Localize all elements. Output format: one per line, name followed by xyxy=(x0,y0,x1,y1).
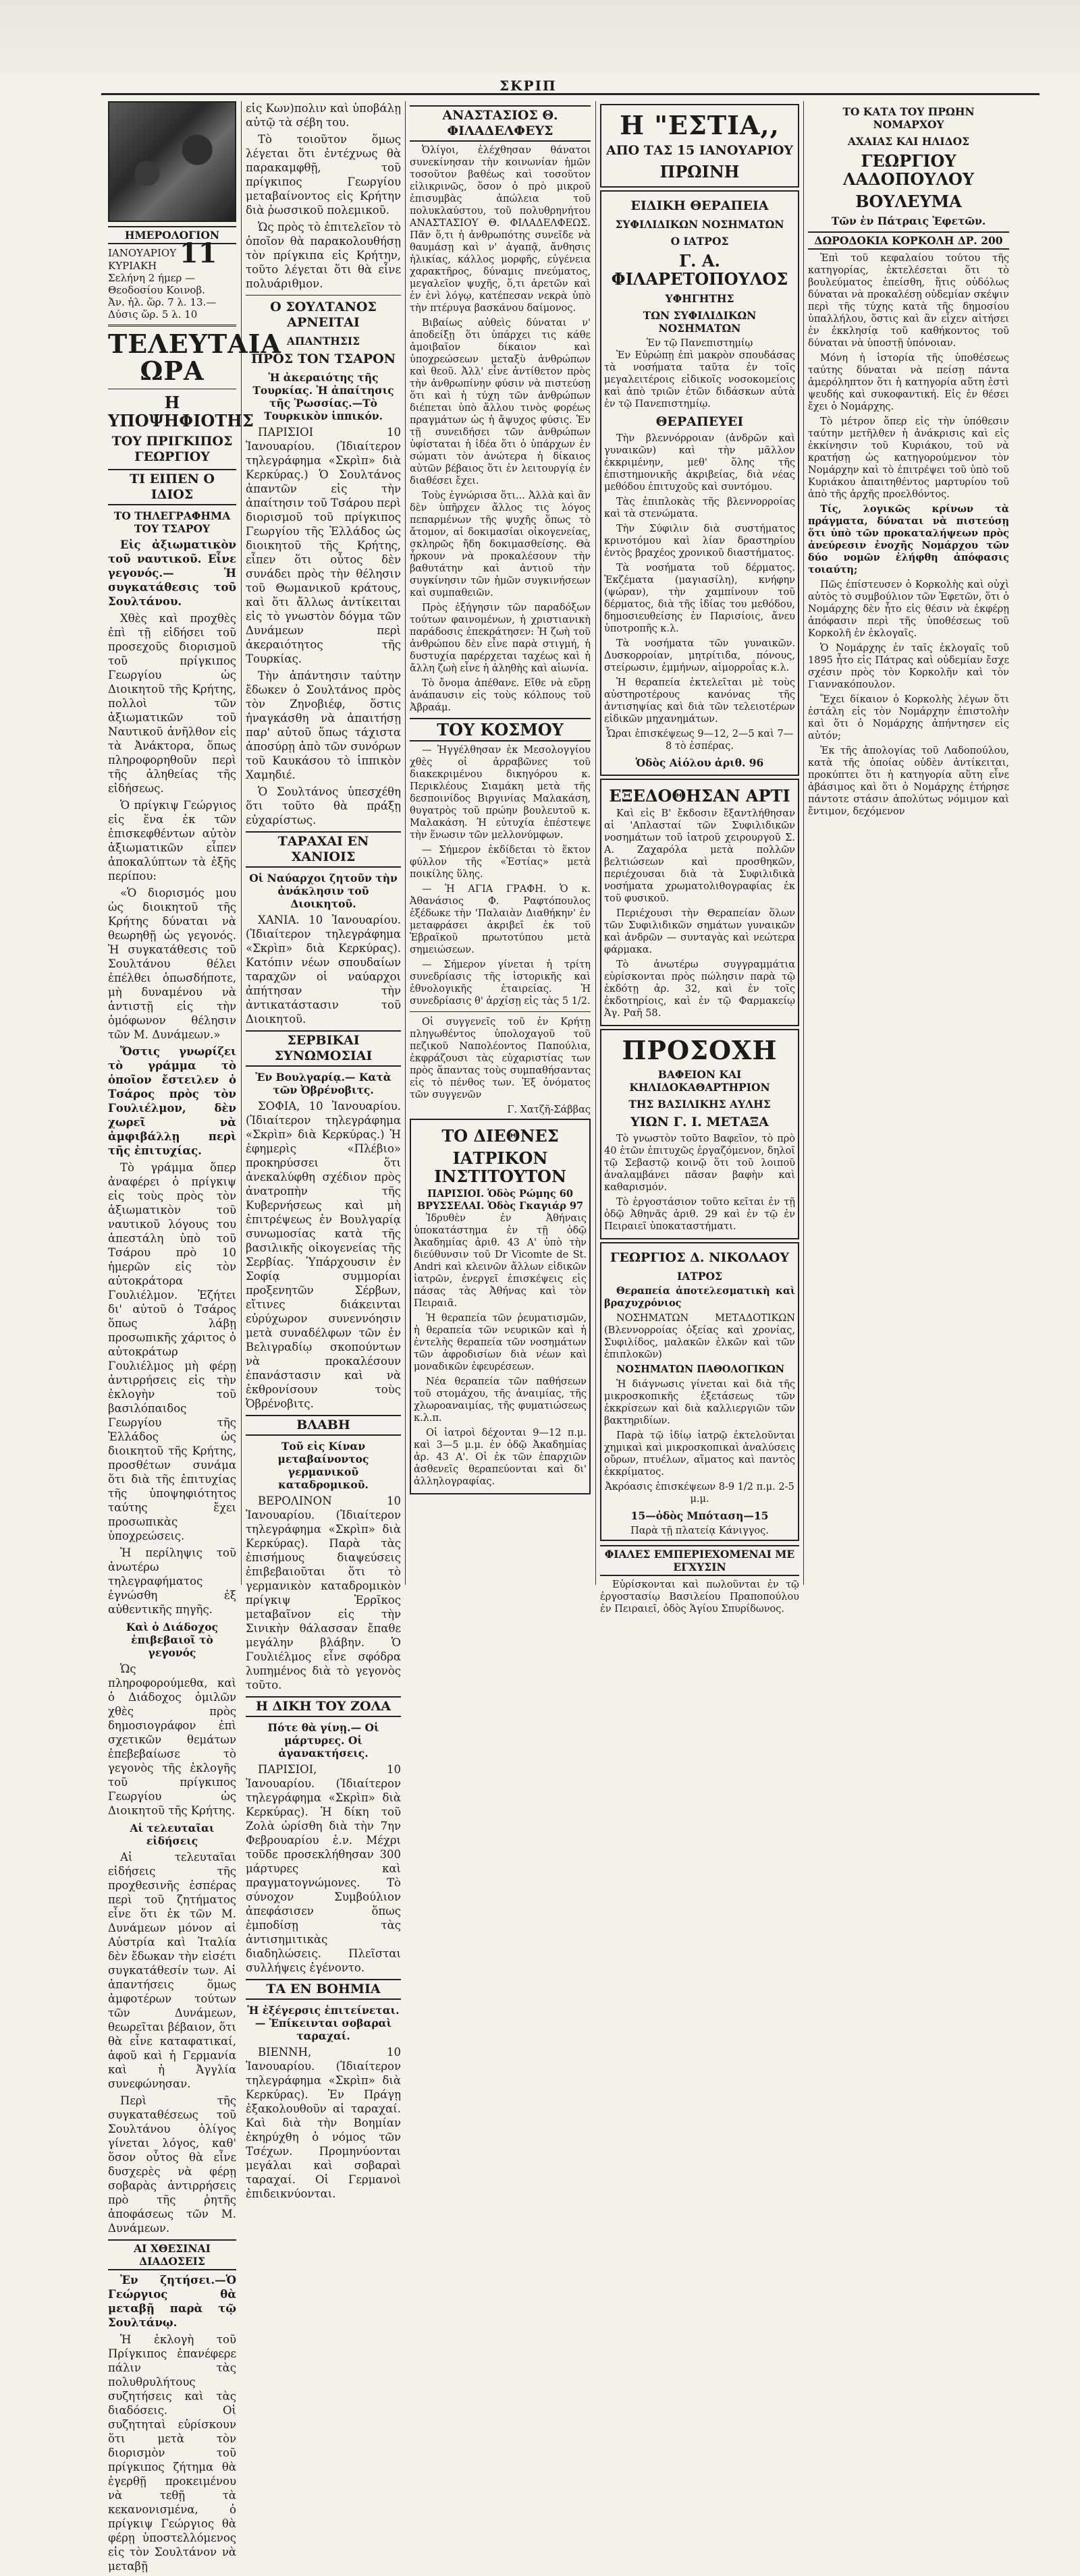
article-paragraph: εἰς Κων)πολιν καὶ ὑποβάλῃ αὐτῷ τὰ σέβη του. xyxy=(246,102,401,129)
section-subheading: Ἡ ἐξέγερσις ἐπιτείνεται.— Ἐπίκεινται σοβαραὶ ταραχαί. xyxy=(247,2004,400,2042)
section-heading: ΣΕΡΒΙΚΑΙ ΣΥΝΩΜΟΣΙΑΙ xyxy=(246,1030,401,1067)
page-top-margin xyxy=(0,0,1080,74)
column-rule-2 xyxy=(405,101,406,1585)
page-folio: ΣΚΡΙΠ xyxy=(500,78,557,94)
section-heading: ΒΟΥΛΕΥΜΑ xyxy=(855,192,962,211)
section-heading: ΤΑΡΑΧΑΙ ΕΝ ΧΑΝΙΟΙΣ xyxy=(246,831,401,868)
ad-paragraph: Τὸ γνωστὸν τοῦτο Βαφεῖον, τὸ πρὸ 40 ἐτῶν ἐπιτυχῶς ἐργαζόμενον, δηλοῖ τῷ Σεβαστῷ κοινῷ ὅτι τοῦ λοιποῦ ἀναλαμβάνει πᾶσαν βαφὴν καὶ καθαρισμόν. xyxy=(604,1133,795,1193)
ad-heading: ΕΙΔΙΚΗ ΘΕΡΑΠΕΙΑ xyxy=(630,198,769,213)
ad-heading: ΙΑΤΡΟΣ xyxy=(677,1270,722,1283)
article-paragraph: — Ἡ ΑΓΙΑ ΓΡΑΦΗ. Ὁ κ. Ἀθανάσιος Φ. Ραφτόπουλος ἐξέδωκε τὴν 'Παλαιὰν Διαθήκην' ἐν μεταφράσει ἀκριβεῖ ἐκ τοῦ Ἑβραϊκοῦ πρωτοτύπου μετὰ σημειώσεων. xyxy=(410,884,591,955)
ad-heading: ΠΡΟΣΟΧΗ xyxy=(622,1035,778,1065)
article-paragraph: Ὁ Νομάρχης ἐν ταῖς ἐκλογαῖς τοῦ 1895 ἦτο εἰς Πάτρας καὶ οὐδεμίαν ἔσχε σχέσιν πρὸς τὸν Κορκολῆν καὶ τὸν Γιαννακόπουλον. xyxy=(808,643,1009,690)
ad-paragraph: Καὶ εἰς Β' ἔκδοσιν ἔξαντλήθησαν αἱ 'Απλασταί τῶν Συφιλιδικῶν νοσημάτων τοῦ ἰατροῦ χειρουργοῦ Σ. Α. Ζαχαρόλα μετὰ πολλῶν βελτιώσεων καὶ προσθηκῶν, περιέχουσαι διὰ τὰ Συφιλιδικὰ νοσήματα χρωματολιθογραφίας ἐκ τοῦ φυσικοῦ. xyxy=(604,808,795,904)
ad-paragraph: Θεραπεία ἀποτελεσματικὴ καὶ βραχυχρόνιος xyxy=(604,1285,795,1309)
ad-heading: ΕΞΕΔΟΘΗΣΑΝ ΑΡΤΙ xyxy=(609,786,790,806)
article-paragraph: Ὡς πρὸς τὸ ἐπιτελεῖον τὸ ὁποῖον θὰ παρακολουθήσῃ τὸν πρίγκιπα εἰς Κρήτην, τοῦτο λέγεται ὅτι θὰ εἶνε πολυάριθμον. xyxy=(246,221,401,290)
article-paragraph: Τοὺς ἐγνώρισα ὅτι... Ἀλλὰ καὶ ἂν δὲν ὑπῆρχεν ἄλλος τις λόγος πεπαρμένων τῆς ψυχῆς ὅπως τὸ ἄτομον, αἱ δοκιμασίαι οἰκογενείας, σκληρῶς ἤδη δοκιμασθείσης. Θὰ ἦρκουν νὰ προκαλέσουν τὴν βαθυτάτην καὶ ἀντιοῦ τὴν συγκίνησιν τῶν ἡμῶν συγκινήσεων καὶ συμπαθειῶν. xyxy=(410,491,591,598)
article-paragraph: Ὡς πληροφορούμεθα, καὶ ὁ Διάδοχος ὁμιλῶν χθὲς πρὸς δημοσιογράφον ἐπὶ σχετικῶν θεμάτων ἐπεβεβαίωσε τὸ γεγονὸς τῆς ἐκλογῆς τοῦ πρίγκιπος Γεωργίου ὡς Διοικητοῦ τῆς Κρήτης. xyxy=(108,1662,236,1817)
section-heading: ΤΟ ΚΑΤΑ ΤΟΥ ΠΡΩΗΝ ΝΟΜΑΡΧΟΥ xyxy=(842,105,975,131)
hemerologion-heading: ΗΜΕΡΟΛΟΓΙΟΝ xyxy=(108,226,236,244)
advertisement-philaretopoulos xyxy=(600,190,799,776)
hemerologion-illustration xyxy=(108,101,236,222)
ad-hours: Ἀκρόασις ἐπισκέψεων 8-9 1/2 π.μ. 2-5 μ.μ. xyxy=(605,1482,794,1505)
article-paragraph: — Σήμερον ἐκδίδεται τὸ ἕκτον φύλλον τῆς «Ἑστίας» μετὰ ποικίλης ὕλης. xyxy=(410,845,591,880)
date-weekday: ΚΥΡΙΑΚΗ xyxy=(108,260,157,272)
ad-heading: ΣΥΦΙΛΙΔΙΚΩΝ ΝΟΣΗΜΑΤΩΝ xyxy=(615,218,784,231)
section-subheading: Τῶν ἐν Πάτραις Ἐφετῶν. xyxy=(831,215,986,227)
article-paragraph: ΠΑΡΙΣΙΟΙ 10 Ἰανουαρίου. (Ἰδιαίτερον τηλεγράφημα «Σκρὶπ» διὰ Κερκύρας.) Ὁ Σουλτάνος ἀπαντῶν εἰς τὴν ἀπαίτησιν τοῦ Τσάρου περὶ διορισμοῦ τοῦ πρίγκιπος Γεωργίου τῆς Ἑλλάδος ὡς διοικητοῦ τῆς Κρήτης, εἶπεν ὅτι οὗτος δὲν συνάδει πρὸς τὴν θέλησιν τοῦ Θωμανικοῦ κράτους, καὶ ὅτι ἄλλως ἀντίκειται εἰς τὸ γνωστὸν δόγμα τῶν Δυνάμεων περὶ ἀκεραιότητος τῆς Τουρκίας. xyxy=(246,426,401,665)
section-heading: ΑΧΑΙΑΣ ΚΑΙ ΗΛΙΔΟΣ xyxy=(847,135,970,148)
article-paragraph: Τὸ γράμμα ὅπερ ἀναφέρει ὁ πρίγκιψ εἰς τοὺς πρὸς τὸν ἀξιωματικὸν τοῦ ναυτικοῦ λόγους του ἀπεστάλη ὑπὸ τοῦ Τσάρου πρὸ 10 ἡμερῶν εἰς τὸν αὐτοκράτορα Γουλιέλμον. Ἐζήτει δι' αὐτοῦ ὁ Τσάρος ὅπως λάβῃ προσωπικῆς χάριτος ὁ αὐτοκράτωρ Γουλιέλμος μὴ φέρῃ ἀντιρρήσεις εἰς τὴν ἐκλογὴν τοῦ βασιλόπαιδος Γεωργίου τῆς Ἑλλάδος ὡς διοικητοῦ τῆς Κρήτης, προσθέτων συνάμα ὅτι διὰ τῆς ἐπιτυχίας τῆς ὑποψηφιότητος ταύτης ἔχει προσωπικὰς ὑποχρεώσεις. xyxy=(108,1161,236,1542)
column-5 xyxy=(808,101,1009,820)
ad-paragraph: Τὸ ἐργοστάσιον τοῦτο κεῖται ἐν τῇ ὁδῷ Ἀθηνᾶς ἀριθ. 29 καὶ ἐν τῷ ἐν Πειραιεῖ ὑποκαταστήματι. xyxy=(604,1197,795,1232)
section-heading: ΤΙ ΕΙΠΕΝ Ο ΙΔΙΟΣ xyxy=(108,469,236,505)
ad-paragraph: Παρὰ τῷ ἰδίῳ ἰατρῷ ἐκτελοῦνται χημικαὶ καὶ μικροσκοπικαὶ ἀναλύσεις οὔρων, πτυέλων, αἵματος καὶ παντὸς ἐκκρίματος. xyxy=(604,1430,795,1478)
ad-paragraph: Τὰ νοσήματα τῶν γυναικῶν. Δυσκορροίαν, μητρίτιδα, πόνους, στείρωσιν, ἐμμήνων, αἱμορροΐας κ.λ. xyxy=(604,638,795,673)
article-paragraph: — Σήμερον γίνεται ἡ τρίτη συνεδρίασις τῆς ἱστορικῆς καὶ ἐθνολογικῆς ἑταιρείας. Ἡ συνεδρίασις θ' ἀρχίσῃ εἰς τὰς 5 1/2. xyxy=(410,959,591,1007)
column-3 xyxy=(410,101,591,1497)
ad-heading: ΥΙΩΝ Γ. Ι. ΜΕΤΑΞΑ xyxy=(630,1115,769,1129)
column-rule-3 xyxy=(595,101,596,1585)
section-subheading: Καὶ ὁ Διάδοχος ἐπιβεβαιοῖ τὸ γεγονός xyxy=(126,1621,219,1659)
article-paragraph: ΧΑΝΙΑ. 10 Ἰανουαρίου. (Ἰδιαίτερον τηλεγράφημα «Σκρὶπ» διὰ Κερκύρας). Κατόπιν νέων σπουδαίων ταραχῶν οἱ ναύαρχοι ἀπήτησαν τὴν ἀντικατάστασιν τοῦ Διοικητοῦ. xyxy=(246,914,401,1026)
article-paragraph: Ὁ πρίγκιψ Γεώργιος εἰς ἕνα ἐκ τῶν ἐπισκεφθέντων αὐτὸν ἀξιωματικῶν εἶπεν ἀποκαλύπτων τὰ ἑξῆς περίπου: xyxy=(108,799,236,883)
section-heading: ΤΟΥ ΚΟΣΜΟΥ xyxy=(410,718,591,741)
ad-title: ΤΩΝ ΣΥΦΙΛΙΔΙΚΩΝ ΝΟΣΗΜΑΤΩΝ xyxy=(643,309,757,335)
ad-paragraph: Οἱ ἰατροὶ δέχονται 9—12 π.μ. καὶ 3—5 μ.μ. ἐν ὁδῷ Ἀκαδημίας ἀρ. 43 Α'. Οἱ ἐκ τῶν ἐπαρχιῶν ἀσθενεῖς θεραπεύονται καὶ δι' ἀλληλογραφίας. xyxy=(414,1428,587,1487)
ad-subheading: ΠΡΩΙΝΗ xyxy=(659,162,740,181)
column-rule-1 xyxy=(241,101,242,1585)
date-moon-line: Σελήνη 2 ήμερ — Θεοδοσίου Κοινοβ. xyxy=(108,272,205,296)
article-paragraph: Βιβαίως αὐθεὶς δύναται ν' ἀποδείξῃ ὅτι ὑπάρχει τις κάθε ἀμοιβαῖον δίκαιον καὶ ὑποχρεώσεων μεταξὺ ἀνθρώπων καὶ θεοῦ. Ἀλλ' εἶνε ἀντίθετον πρὸς τὴν ἀνθρωπίνην φύσιν νὰ πιστεύσῃ ὅτι καὶ ἡ τύχη τῶν ἀνθρώπων διέπεται ὑπὸ ἄλλου τινὸς φορέως πραγμάτων ὡς ἡ ἄψυχος φύσις. Ἐν τῇ συνειδήσει τῶν ἀνθρώπων ὑφίσταται ἡ ἰδέα ὅτι ὁ ὑπάρχων ἐν σώματι τὸν ἀνώτερα ἡ δίκαιος αὐτῶν βέβαιος ὅτι ἐν λειτουργίᾳ ἐν διαθέσει ἔχει. xyxy=(410,318,591,486)
signature: Γ. Χατζῆ-Σάββας xyxy=(507,1104,591,1115)
section-subheading: ΤΟ ΤΗΛΕΓΡΑΦΗΜΑ ΤΟΥ ΤΣΑΡΟΥ xyxy=(113,509,231,535)
article-paragraph: Χθὲς καὶ προχθὲς ἐπὶ τῇ εἰδήσει τοῦ προσεχοῦς διορισμοῦ τοῦ πρίγκιπος Γεωργίου ὡς Διοικητοῦ τῆς Κρήτης, πολλοὶ τῶν ἀξιωματικῶν τοῦ Ναυτικοῦ ἀνῆλθον εἰς τὰ Ἀνάκτορα, ὅπως πληροφορηθοῦν περὶ τῆς ἀληθείας τῆς εἰδήσεως. xyxy=(108,612,236,795)
ad-paragraph: Τὴν βλεννόρροιαν (ἀνδρῶν καὶ γυναικῶν) καὶ τὴν μᾶλλον ἐκκριμένην, μεθ' ὅλης τῆς ἐπιστημονικῆς ἀκριβείας, διὰ νέας μεθόδου ἐπιτυχοῦς καὶ συντόμου. xyxy=(604,433,795,493)
ad-title: Ἐν τῷ Πανεπιστημίῳ xyxy=(646,338,753,349)
ad-subheading: ΑΠΟ ΤΑΣ 15 ΙΑΝΟΥΑΡΙΟΥ xyxy=(606,143,793,158)
advertisement-institute xyxy=(410,1119,591,1494)
ad-paragraph: Εὑρίσκονται καὶ πωλοῦνται ἐν τῷ ἐργοστασίῳ Βασιλείου Πραποπούλου ἐν Πειραιεῖ, ὁδὸς Ἁγίου Σπυρίδωνος. xyxy=(600,1579,799,1615)
section-heading: ΤΟΥ ΠΡΙΓΚΙΠΟΣ ΓΕΩΡΓΙΟΥ xyxy=(111,434,233,464)
ad-address: 15—ὁδὸς Μπόταση—15 xyxy=(630,1509,769,1522)
ad-paragraph: Περιέχουσι τὴν Θεραπείαν ὅλων τῶν Συφιλιδικῶν σημάτων γυναικῶν καὶ ἀνδρῶν — συνταγὰς καὶ νεώτερα φάρμακα. xyxy=(604,908,795,955)
section-subheading: ΔΩΡΟΔΟΚΙΑ ΚΟΡΚΟΛΗ ΔΡ. 200 xyxy=(808,231,1009,250)
ad-heading: ΦΙΑΛΕΣ ΕΜΠΕΡΙΕΧΟΜΕΝΑΙ ΜΕ ΕΓΧΥΣΙΝ xyxy=(600,1545,799,1576)
divider xyxy=(410,1011,591,1012)
article-paragraph: ΠΑΡΙΣΙΟΙ, 10 Ἰανουαρίου. (Ἰδιαίτερον τηλεγράφημα «Σκρὶπ» διὰ Κερκύρας). Ἡ δίκη τοῦ Ζολὰ ὡρίσθη διὰ τὴν 7ην Φεβρουαρίου ἐ.ν. Μέχρι τοῦδε προσεκλήθησαν 300 μάρτυρες καὶ πραγματογνώμονες. Τὸ σύνοχον Συμβούλιον ἀπεφάσισεν ὅπως ἐμποδίσῃ τὰς ἀντισημιτικὰς διαδηλώσεις. Πλεῖσται συλλήψεις ἐγένοντο. xyxy=(246,1763,401,1974)
article-paragraph: Ἡ ἐκλογὴ τοῦ Πρίγκιπος ἐπανέφερε πάλιν τὰς πολυθρυλήτους συζητήσεις καὶ τὰς διαδόσεις. Οἱ συζητηταὶ εὑρίσκουν ὅτι μετὰ τὸν διορισμὸν τοῦ πρίγκιπος ζήτημα θὰ ἐγερθῇ προκειμένου νὰ τεθῇ τὰ κεκανονισμένα, ὁ πρίγκιψ Γεώργιος θὰ φέρῃ ὑποστελλόμενος εἰς τὸν Σουλτάνον νὰ μεταβῇ xyxy=(108,2333,236,2573)
ad-paragraph: Ἐν Εὐρώπῃ ἐπὶ μακρὸν σπουδάσας τὰ νοσήματα ταῦτα ἐν τοῖς μεγαλειτέροις εἰδικοῖς νοσοκομείοις καὶ ἀπὸ τριῶν ἐτῶν διδάσκων αὐτὰ ἐν τῷ Πανεπιστημίῳ. xyxy=(604,350,795,410)
ad-heading: ΒΑΦΕΙΟΝ ΚΑΙ ΚΗΛΙΔΟΚΑΘΑΡΤΗΡΙΟΝ xyxy=(629,1068,770,1094)
section-heading: Η ΥΠΟΨΗΦΙΟΤΗΣ xyxy=(108,393,254,430)
section-heading: ΑΠΑΝΤΗΣΙΣ xyxy=(286,335,360,347)
column-4 xyxy=(600,101,799,1618)
ad-paragraph: ΝΟΣΗΜΑΤΩΝ ΜΕΤΑΔΟΤΙΚΩΝ (Βλεννορροίας ὀξείας καὶ χρονίας, Συφιλίδος, μαλακῶν ἑλκῶν καὶ τῶν ἐπιπλοκῶν) xyxy=(604,1313,795,1360)
article-paragraph: ΣΟΦΙΑ, 10 Ἰανουαρίου. (Ἰδιαίτερον τηλεγράφημα «Σκρὶπ» διὰ Κερκύρας.) Ἡ ἐφημερὶς «Πλέβιο» προκηρύσσει ὅτι ἀνεκαλύφθη σχέδιον πρὸς ἀνατροπὴν τῆς Κυβερνήσεως καὶ μὴ ἐπιτρέψεως ἐν Βουλγαρίᾳ συνωμοσίας κατὰ τῆς βασιλικῆς οἰκογενείας τῆς Σερβίας. Ὑπάρχουσιν ἐν Σοφίᾳ συμμορίαι προξενητῶν Σέρβων, εἴτινες διάκεινται εὐρύχωρον συνεννόησιν μετὰ συναδέλφων τῶν ἐν Βελιγραδίῳ σκοπούντων νὰ προκαλέσουν ἐπανάστασιν καὶ νὰ ἐκθρονίσουν τοὺς Ὀβρένοβιτς. xyxy=(246,1100,401,1410)
column-rule-4 xyxy=(803,101,804,1585)
section-heading: ΤΑ ΕΝ ΒΟΗΜΙΑ xyxy=(246,1979,401,2000)
ad-heading: ΓΕΩΡΓΙΟΣ Δ. ΝΙΚΟΛΑΟΥ xyxy=(610,1250,790,1265)
article-paragraph: Ἐπὶ τοῦ κεφαλαίου τούτου τῆς κατηγορίας, ἐκτελέσεται ὅτι τὸ βουλεύματος ἐπείσθη, ἥτις οὐδόλως δύναται νὰ προκαλέσῃ οὐδεμίαν σκέψιν περὶ τῆς τύχης κατὰ τῆς δημοσίου ὑπαλλήλου, ὅστις καὶ ἂν εἶχεν αἰτήσει ἐν ἐκκλησίᾳ τοῦ καθήκοντος τοῦ δύναται νὰ ὑποστῇ ὑπόνοιαν. xyxy=(808,253,1009,349)
section-subheading: Ἐν Βουλγαρίᾳ.— Κατὰ τῶν Ὀβρένοβιτς. xyxy=(255,1071,392,1096)
article-paragraph: Τὸ ὄνομα ἀπέθανε. Εἴθε νὰ εὕρῃ ἀνάπαυσιν εἰς τοὺς κόλπους τοῦ Ἀβραάμ. xyxy=(410,678,591,713)
article-paragraph: Ἐκ τῆς ἀπολογίας τοῦ Λαδοπούλου, κατὰ τῆς ὁποίας οὐδὲν ἀντίκειται, προκύπτει ὅτι ἡ κατηγορία αὕτη εἶνε ἀβάσιμος καὶ ὅτι ὁ Νομάρχης ἐτήρησε πάντοτε στάσιν ἀπολύτως νόμιμον καὶ ἔντιμον, δεχόμενον xyxy=(808,746,1009,817)
ad-address: Ὁδὸς Αἰόλου ἀριθ. 96 xyxy=(635,756,764,769)
obituary-heading: ΑΝΑΣΤΑΣΙΟΣ Θ. ΦΙΛΑΔΕΛΦΕΥΣ xyxy=(410,105,591,142)
article-paragraph: Τίς, λογικῶς κρίνων τὰ πράγματα, δύναται νὰ πιστεύσῃ ὅτι ὑπὸ τῶν προκαταλήψεων πρὸς ἀνεύρεσιν ἐνοχῆς Νομάρχου τῶν δύο νομῶν ἐλήφθη ἀπόφασις τοιαύτη; xyxy=(808,503,1009,576)
ad-address: Παρὰ τῇ πλατείᾳ Κάνιγγος. xyxy=(630,1525,769,1536)
advertisement-dyeworks xyxy=(600,1029,799,1239)
section-heading: ΠΡΟΣ ΤΟΝ ΤΣΑΡΟΝ xyxy=(250,352,396,366)
ad-heading: ΘΕΡΑΠΕΥΕΙ xyxy=(655,414,744,429)
article-paragraph: Εἰς ἀξιωματικὸν τοῦ ναυτικοῦ. Εἶνε γεγονός.— Ἡ συγκατάθεσις τοῦ Σουλτάνου. xyxy=(108,538,236,608)
section-heading: ΑΙ ΧΘΕΣΙΝΑΙ ΔΙΑΔΟΣΕΙΣ xyxy=(108,2239,236,2270)
ad-paragraph: Νέα θεραπεία τῶν παθήσεων τοῦ στομάχου, τῆς ἀναιμίας, τῆς χλωροαναιμίας, τῆς φυματιώσεως κ.λ.π. xyxy=(414,1376,587,1424)
article-paragraph: Ἐν ζητήσει.—Ὁ Γεώργιος θὰ μεταβῇ παρὰ τῷ Σουλτάνῳ. xyxy=(108,2274,236,2329)
section-subheading: Ἡ ἀκεραιότης τῆς Τουρκίας. Ἡ ἀπαίτησις τῆς Ῥωσσίας.—Τὸ Τουρκικὸν ἱππικόν. xyxy=(252,371,394,422)
ad-name: Γ. Α. ΦΙΛΑΡΕΤΟΠΟΥΛΟΣ xyxy=(611,251,788,289)
article-paragraph: — Ἠγγέλθησαν ἐκ Μεσολογγίου χθὲς οἱ ἀρραβῶνες τοῦ διακεκριμένου δικηγόρου κ. Περικλέους Σιαμάκη μετὰ τῆς δεσποινίδος Βιργινίας Μαλακάση, θυγατρὸς τοῦ πρώην βουλευτοῦ κ. Μαλακάση. Ἡ εὐτυχία ἐπέστεψε τὴν ἕνωσιν τῶν μελλονύμφων. xyxy=(410,745,591,841)
date-box xyxy=(108,237,236,320)
last-hour-heading: ΤΕΛΕΥΤΑΙΑ ΩΡΑ xyxy=(108,329,281,386)
article-paragraph: Ἔχει δίκαιον ὁ Κορκολὴς λέγων ὅτι ἐστάλη εἰς τὸν Νομάρχην ἐπιστολὴν καὶ ὅτι ὁ Νομάρχης ἀπήντησεν εἰς αὐτόν; xyxy=(808,694,1009,741)
article-paragraph: Οἱ συγγενεῖς τοῦ ἐν Κρήτῃ πληγωθέντος ὑπολοχαγοῦ τοῦ πεζικοῦ Ναπολέοντος Παπούλια, ἐκφράζουσι τὰς εὐχαριστίας των πρὸς ἅπαντας τοὺς συμπαθήσαντας εἰς τὸ πένθος των. Ἐξ ὀνόματος τῶν συγγενῶν xyxy=(410,1017,591,1100)
article-paragraph: Τὸ μέτρον ὅπερ εἰς τὴν ὑπόθεσιν ταύτην μετῆλθεν ἡ ἀνάκρισις καὶ εἰς ἐκκίνησιν τοῦ Κυριάκου, τοῦ νὰ κρατήσῃ ὡς κατηγορούμενον τὸν Νομάρχην καὶ τὸ ἐπιτρέψει τοῦ ὑπὸ τοῦ Κυριάκου ἀπαιτηθέντος μαρτυρίου τοῦ ἀπὸ τῆς ἀρχῆς προελθόντος. xyxy=(808,416,1009,500)
ad-heading: ΤΟ ΔΙΕΘΝΕΣ xyxy=(441,1126,559,1146)
ad-heading: ΙΑΤΡΙΚΟΝ ΙΝΣΤΙΤΟΥΤΟΝ xyxy=(434,1148,566,1186)
date-sun-line: Ἀν. ἡλ. ὥρ. 7 λ. 13.—Δύσις ὥρ. 5 λ. 10 xyxy=(108,296,217,320)
advertisement-nikolaou xyxy=(600,1242,799,1541)
article-paragraph: Μόνη ἡ ἱστορία τῆς ὑποθέσεως ταύτης δύναται νὰ πείσῃ πάντα ἀμερόληπτον ὅτι ἡ κατηγορία αὕτη ἐστὶ ψευδής καὶ συκοφαντική. Εἰς ἐν θέσει ἔχει ὁ Νομάρχης. xyxy=(808,353,1009,412)
article-paragraph: Ὅστις γνωρίζει τὸ γράμμα τὸ ὁποῖον ἔστειλεν ὁ Τσάρος πρὸς τὸν Γουλιέλμον, δὲν χωρεῖ νὰ ἀμφιβάλλῃ περὶ τῆς ἐπιτυχίας. xyxy=(108,1045,236,1157)
article-paragraph: Ἡ περίληψις τοῦ ἀνωτέρω τηλεγραφήματος ἐγνώσθη ἐξ αὐθεντικῆς πηγῆς. xyxy=(108,1546,236,1616)
article-paragraph: Περὶ τῆς συγκαταθέσεως τοῦ Σουλτάνου ὀλίγος γίνεται λόγος, καθ' ὅσον οὗτος θὰ εἶνε δυσχερὲς νὰ φέρῃ σοβαρὰς ἀντιρρήσεις πρὸ τῆς ῥητῆς ἀποφάσεως τῶν Μ. Δυνάμεων. xyxy=(108,2094,236,2235)
article-paragraph: Πῶς ἐπίστευσεν ὁ Κορκολὴς καὶ οὐχὶ αὐτὸς τὸ συμβούλιον τῶν Ἐφετῶν, ὅτι ὁ Νομάρχης δὲν ἦτο εἰς θέσιν νὰ ἐκφέρῃ ἀπόφασιν περὶ τῆς ὑποθέσεως τοῦ Κορκολῆ ἐν ἐκλογαῖς. xyxy=(808,580,1009,639)
article-paragraph: Αἱ τελευταῖαι εἰδήσεις τῆς προχθεσινῆς ἑσπέρας περὶ τοῦ ζητήματος εἶνε ὅτι ἐκ τῶν Μ. Δυνάμεων μόνον αἱ Αὐστρία καὶ Ἰταλία δὲν ἔδωκαν τὴν εἰσέτι συγκατάθεσίν των. Αἱ ἀπαντήσεις ὅμως ἀμφοτέρων τούτων τῶν Δυνάμεων, θεωρεῖται βέβαιον, ὅτι θὰ εἶνε καταφατικαί, ἀφοῦ καὶ ἡ Γερμανία καὶ ἡ Ἀγγλία συνεφώνησαν. xyxy=(108,1851,236,2090)
ad-location: ΠΑΡΙΣΙΟΙ. Ὁδὸς Ρώμης 60 xyxy=(427,1188,573,1200)
article-paragraph: Τὴν ἀπάντησιν ταύτην ἔδωκεν ὁ Σουλτάνος πρὸς τὸν Ζηνοβιέφ, ὅστις ἠναγκάσθη νὰ ἀπαιτήσῃ παρ' αὐτοῦ ὅπως τάχιστα ἀποσύρῃ ἀπὸ τῶν συνόρων τοῦ Καυκάσου τὸ ἱππικὸν Χαμηδιέ. xyxy=(246,669,401,781)
article-paragraph: Ὁ Σουλτάνος ὑπεσχέθη ὅτι τοῦτο θὰ πράξῃ εὐχαρίστως. xyxy=(246,785,401,827)
article-paragraph: ΒΙΕΝΝΗ, 10 Ἰανουαρίου. (Ἰδιαίτερον τηλεγράφημα «Σκρὶπ» διὰ Κερκύρας). Ἐν Πράγῃ ἐξακολουθοῦν αἱ ταραχαί. Καὶ διὰ τὴν Βοημίαν ἐκηρύχθη ὁ νόμος τῶν Τσέχων. Προμηνύονται μεγάλαι καὶ σοβαραὶ ταραχαί. Οἱ Γερμανοὶ ἐπιδεικνύονται. xyxy=(246,2046,401,2200)
date-number: 11 xyxy=(179,237,217,269)
section-heading: ΒΛΑΒΗ xyxy=(246,1415,401,1436)
ad-paragraph: Ἱδρυθὲν ἐν Ἀθήναις ὑποκατάστημα ἐν τῇ ὁδῷ Ἀκαδημίας ἀριθ. 43 Α' ὑπὸ τὴν διεύθυνσιν τοῦ Dr Vicomte de St. Andri καὶ κλεινῶν ἄλλων εἰδικῶν ἰατρῶν, ἐνεργεῖ ἐπισκέψεις εἰς πάσας τὰς Ἀθήνας καὶ τὸν Πειραιᾶ. xyxy=(414,1213,587,1309)
section-heading: Ο ΣΟΥΛΤΑΝΟΣ ΑΡΝΕΙΤΑΙ xyxy=(270,300,377,330)
divider xyxy=(108,325,236,327)
section-subheading: Τοῦ εἰς Κίναν μεταβαίνοντος γερμανικοῦ καταδρομικοῦ. xyxy=(277,1440,369,1491)
article-paragraph: Πρὸς ἐξήγησιν τῶν παραδόξων τούτων φαινομένων, ἡ χριστιανικὴ παράδοσις ἐπεκράτησεν: Ἡ ζωὴ τοῦ ἀνθρώπου δὲν εἶνε παρὰ στιγμή, ἡ δυστυχία παρέρχεται ταχέως καὶ ἡ ἄλλη ζωὴ εἶνε ἡ ἀληθὴς καὶ αἰωνία. xyxy=(410,603,591,674)
section-subheading: Πότε θὰ γίνῃ.— Οἱ μάρτυρες. Οἱ ἀγανακτήσεις. xyxy=(267,1721,379,1760)
article-paragraph: Ὀλίγοι, ἐλέχθησαν θάνατοι συνεκίνησαν τὴν κοινωνίαν ἡμῶν τοσοῦτον βαθέως καὶ τοσοῦτον εἰλικρινῶς, ὅσον ὁ πρὸ μικροῦ ἐπισυμβὰς ἀπώλεια τοῦ πολυκλαύστου, τοῦ πολυθρηνήτου ΑΝΑΣΤΑΣΙΟΥ Θ. ΦΙΛΑΔΕΛΦΕΩΣ. Πᾶν ὅ,τι ἡ ἀνθρωπότης συνεῖδε νὰ θαυμάσῃ καὶ ν' ἀγαπᾷ, ἄνθησις ἡλικίας, κάλλος μορφῆς, εὐγένεια χαρακτῆρος, δύναμις πνεύματος, μεγαλεῖον ψυχῆς, ὅ,τι ἀρετῶν καὶ ἐν ἑνὶ λόγῳ, κατέπεσαν νεκρὰ ὑπὸ τὴν πτέρυγα βασκάνου δαίμονος. xyxy=(410,145,591,314)
ad-paragraph: Ἡ θεραπεία τῶν ῥευματισμῶν, ἡ θεραπεία τῶν νευρικῶν καὶ ἡ ἐντελὴς θεραπεία τῶν νοσημάτων τῶν ἀφροδισίων διὰ νέων καὶ μοναδικῶν ἐφευρέσεων. xyxy=(414,1313,587,1372)
ad-hours: Ὧραι ἐπισκέψεως 9—12, 2—5 καὶ 7—8 τὸ ἑσπέρας. xyxy=(605,729,794,752)
ad-heading: ΤΗΣ ΒΑΣΙΛΙΚΗΣ ΑΥΛΗΣ xyxy=(628,1098,771,1111)
advertisement-published xyxy=(600,779,799,1026)
ad-title: ΥΦΗΓΗΤΗΣ xyxy=(665,292,734,305)
ad-heading: Ο ΙΑΤΡΟΣ xyxy=(670,235,729,248)
ad-heading: Η "ΕΣΤΙΑ,, xyxy=(620,110,780,140)
ad-paragraph: Τὰ νοσήματα τοῦ δέρματος. Ἐκζέματα (μαγιασίλη), κνήφην (ψώραν), τὴν χαμπίνουν τοῦ δέρματος, διὰ τῆς ἰδίας του μεθόδου, δημοσιευθείσης ἐν Παρισίοις, ἄνευ ὑποτροπῆς κ.λ. xyxy=(604,563,795,634)
ad-paragraph: Τὰς ἐπιπλοκὰς τῆς βλεννορροίας καὶ τὰ στενώματα. xyxy=(604,497,795,520)
ad-paragraph: Ἡ διάγνωσις γίνεται καὶ διὰ τῆς μικροσκοπικῆς ἐξετάσεως τῶν ἐκκρίσεων καὶ διὰ καλλιεργιῶν τῶν βακτηριδίων. xyxy=(604,1379,795,1426)
ad-paragraph: Ἡ θεραπεία ἐκτελεῖται μὲ τοὺς αὐστηροτέρους κανόνας τῆς ἀντισηψίας καὶ διὰ τῶν τελειοτέρων εἰδικῶν μηχανημάτων. xyxy=(604,677,795,725)
section-heading: ΓΕΩΡΓΙΟΥ ΛΑΔΟΠΟΥΛΟΥ xyxy=(842,151,975,189)
section-subheading: Οἱ Ναύαρχοι ζητοῦν τὴν ἀνάκλησιν τοῦ Διοικητοῦ. xyxy=(249,872,398,910)
section-subheading: Αἱ τελευταῖαι εἰδήσεις xyxy=(130,1822,215,1847)
divider xyxy=(246,295,401,296)
article-paragraph: ΒΕΡΟΛΙΝΟΝ 10 Ἰανουαρίου. (Ἰδιαίτερον τηλεγράφημα «Σκρὶπ» διὰ Κερκύρας). Παρὰ τὰς ἐπισήμους διαψεύσεις ἐπιβεβαιοῦται ὅτι τὸ γερμανικὸν καταδρομικὸν πρίγκιψ Ἑρρῖκος μεταβαῖνον εἰς τὴν Σινικὴν θάλασσαν ἔπαθε μεγάλην βλάβην. Ὁ Γουλιέλμος εἶνε σφόδρα λυπημένος διὰ τὸ γεγονὸς τοῦτο. xyxy=(246,1494,401,1691)
advertisement-estia xyxy=(600,104,799,188)
ad-paragraph: Τὸ ἀνωτέρω συγγραμμάτια εὑρίσκονται πρὸς πώλησιν παρὰ τῷ ἐκδότῃ ἀρ. 32, καὶ ἐν τοῖς ἐκδοτηρίοις, καὶ ἐν τῷ Φαρμακείῳ Ἀγ. Ραῆ 58. xyxy=(604,959,795,1019)
column-2 xyxy=(246,101,401,2204)
ad-location: ΒΡΥΣΣΕΛΑΙ. Ὁδὸς Γκαγιάρ 97 xyxy=(416,1200,584,1212)
column-1 xyxy=(108,101,281,2576)
date-month: ΙΑΝΟΥΑΡΙΟΥ xyxy=(108,247,177,259)
ad-paragraph: Τὴν Σύφιλιν διὰ συστήματος κρινοτόμου καὶ λίαν δραστηρίου ἐντὸς βραχέος χρονικοῦ διαστήματος. xyxy=(604,524,795,559)
header-rule xyxy=(101,93,1040,95)
section-heading: Η ΔΙΚΗ ΤΟΥ ΖΟΛΑ xyxy=(246,1696,401,1717)
article-paragraph: Τὸ τοιοῦτον ὅμως λέγεται ὅτι ἐντέχνως θὰ παρακαμφθῇ, τοῦ πρίγκιπος Γεωργίου μεταβαίνοντος εἰς Κρήτην διὰ ῥωσσικοῦ πολεμικοῦ. xyxy=(246,133,401,217)
ad-paragraph: ΝΟΣΗΜΑΤΩΝ ΠΑΘΟΛΟΓΙΚΩΝ xyxy=(616,1364,785,1375)
article-paragraph: «Ὁ διορισμός μου ὡς διοικητοῦ τῆς Κρήτης δύναται νὰ θεωρηθῇ ὡς γεγονός. Ἡ συγκατάθεσις τοῦ Σουλτάνου θέλει ἐπέλθει ὁπωσδήποτε, μὴ δυναμένου νὰ ἀντιστῇ εἰς τὴν ὁμόφωνον θέλησιν τῶν Μ. Δυνάμεων.» xyxy=(108,887,236,1041)
